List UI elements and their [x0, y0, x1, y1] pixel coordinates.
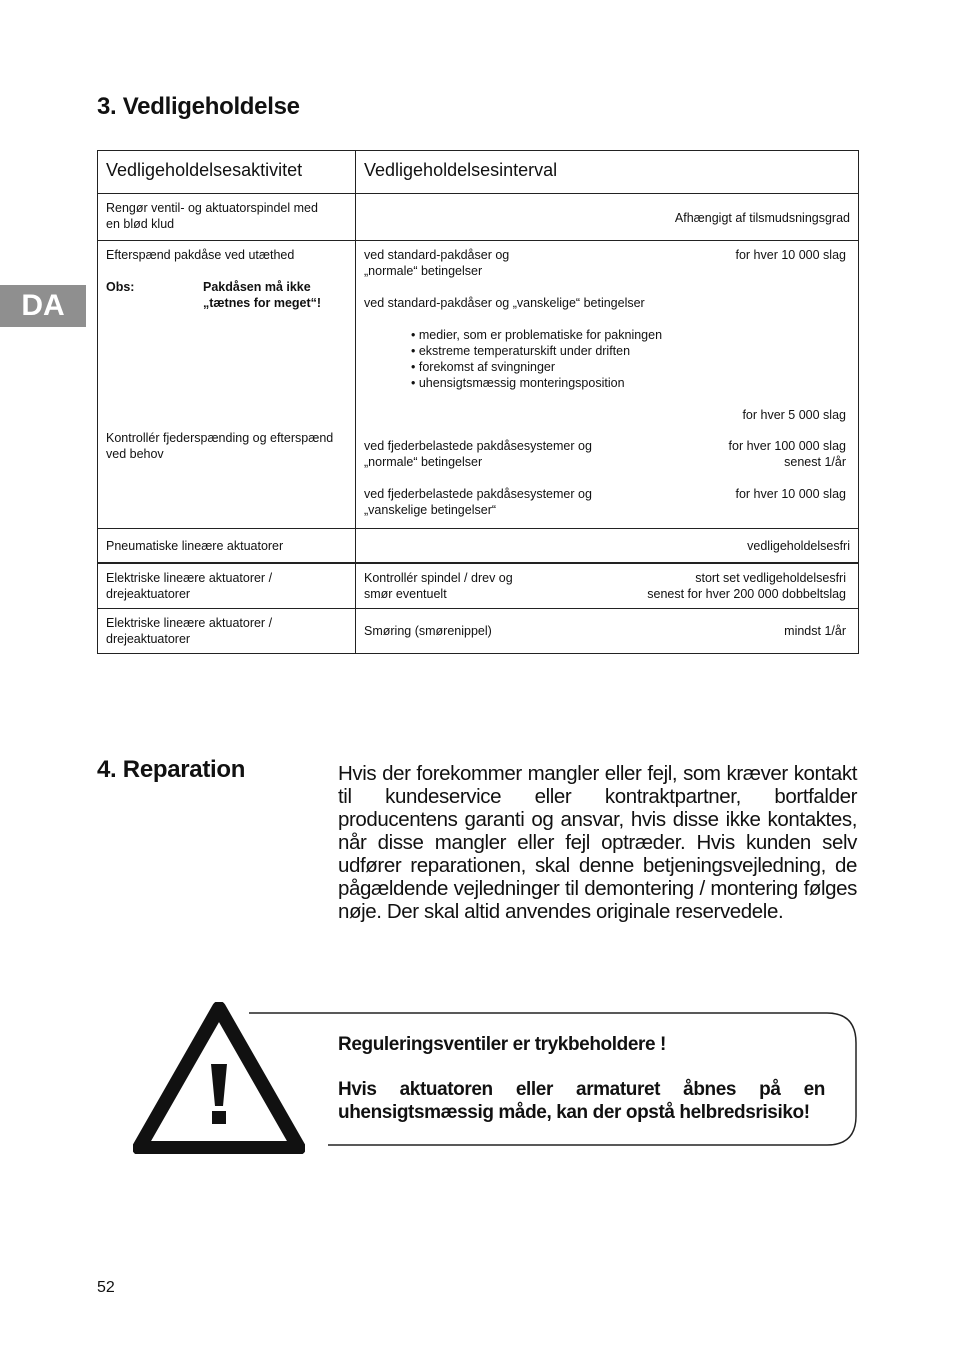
interval-text: stort set vedligeholdelsesfri [695, 571, 846, 585]
activity-line: drejeaktuatorer [106, 632, 191, 646]
repair-paragraph: Hvis der forekommer mangler eller fejl, som kræver kontakt til kundeservice eller kontraktpartner, bortfalder producentens garanti og ansvar, hvis disse ikke kontaktes, når disse mangler eller fejl optræder. Hvis kunden selv udfører reparationen, skal denne betjeningsvejledning, de pågældende vejledninger til demontering / montering følges nøje. Der skal altid anvendes originale reservedele. [338, 762, 857, 923]
interval-cell [356, 563, 859, 609]
warning-triangle-icon [133, 1002, 305, 1154]
interval-cell [356, 609, 859, 654]
warning-text [338, 1033, 825, 1124]
list-item: • medier, som er problematiske for pakningen [411, 327, 846, 343]
interval-text: vedligeholdelsesfri [747, 539, 850, 553]
activity-line: Kontrollér fjederspænding og efterspænd [106, 431, 334, 445]
list-item: • forekomst af svingninger [411, 359, 846, 375]
condition-text: „vanskelige betingelser“ [364, 503, 497, 517]
obs-label: Obs: [106, 280, 135, 294]
condition-text: ved fjederbelastede pakdåsesystemer og [364, 487, 592, 501]
interval-text: for hver 5 000 slag [742, 408, 846, 422]
interval-text: for hver 100 000 slag [728, 439, 846, 453]
table-header-row [98, 151, 859, 194]
maintenance-table [97, 150, 859, 654]
condition-text: ved standard-pakdåser og [364, 248, 510, 262]
page-number: 52 [97, 1279, 115, 1296]
activity-line: drejeaktuatorer [106, 587, 191, 601]
condition-list [411, 327, 846, 391]
condition-text: ved standard-pakdåser og „vanskelige“ betingelser [364, 296, 645, 310]
table-row [98, 241, 859, 529]
table-row [98, 563, 859, 609]
activity-cell [98, 529, 356, 564]
section-4-title: 4. Reparation [97, 756, 246, 783]
list-item: • uhensigtsmæssig monteringsposition [411, 375, 846, 391]
interval-cell [356, 529, 859, 564]
activity-cell [98, 241, 356, 529]
activity-cell [98, 609, 356, 654]
condition-text: smør eventuelt [364, 587, 447, 601]
activity-line: Elektriske lineære aktuatorer / [106, 571, 273, 585]
header-interval: Vedligeholdelsesinterval [356, 151, 859, 194]
activity-line: en blød klud [106, 217, 175, 231]
interval-text: Afhængigt af tilsmudsningsgrad [674, 211, 850, 225]
warning-heading: Reguleringsventiler er trykbeholdere ! [338, 1034, 666, 1055]
table-row [98, 194, 859, 241]
obs-note [106, 279, 347, 311]
interval-text: for hver 10 000 slag [735, 487, 846, 501]
list-item: • ekstreme temperaturskift under driften [411, 343, 846, 359]
condition-text: Kontrollér spindel / drev og [364, 571, 513, 585]
activity-line: Efterspænd pakdåse ved utæthed [106, 248, 295, 262]
obs-text: „tætnes for meget“! [203, 296, 322, 310]
condition-text: Smøring (smørenippel) [364, 624, 492, 638]
language-tab: DA [0, 285, 86, 327]
interval-cell [356, 194, 859, 241]
activity-line: Rengør ventil- og aktuatorspindel med [106, 201, 318, 215]
interval-text: for hver 10 000 slag [735, 248, 846, 262]
obs-text: Pakdåsen må ikke [203, 280, 311, 294]
activity-cell [98, 563, 356, 609]
condition-text: ved fjederbelastede pakdåsesystemer og [364, 439, 592, 453]
condition-text: „normale“ betingelser [364, 264, 483, 278]
interval-text: mindst 1/år [784, 624, 846, 638]
activity-line: ved behov [106, 447, 164, 461]
activity-cell [98, 194, 356, 241]
activity-line: Pneumatiske lineære aktuatorer [106, 539, 284, 553]
header-activity: Vedligeholdelsesaktivitet [98, 151, 356, 194]
section-3-title: 3. Vedligeholdelse [97, 93, 300, 120]
warning-body: Hvis aktuatoren eller armaturet åbnes på en uhensigtsmæssig måde, kan der opstå helbredsrisiko! [338, 1079, 825, 1123]
table-row [98, 529, 859, 564]
activity-line: Elektriske lineære aktuatorer / [106, 616, 273, 630]
table-row [98, 609, 859, 654]
interval-cell [356, 241, 859, 529]
interval-text: senest 1/år [784, 455, 846, 469]
interval-text: senest for hver 200 000 dobbeltslag [647, 587, 846, 601]
condition-text: „normale“ betingelser [364, 455, 483, 469]
